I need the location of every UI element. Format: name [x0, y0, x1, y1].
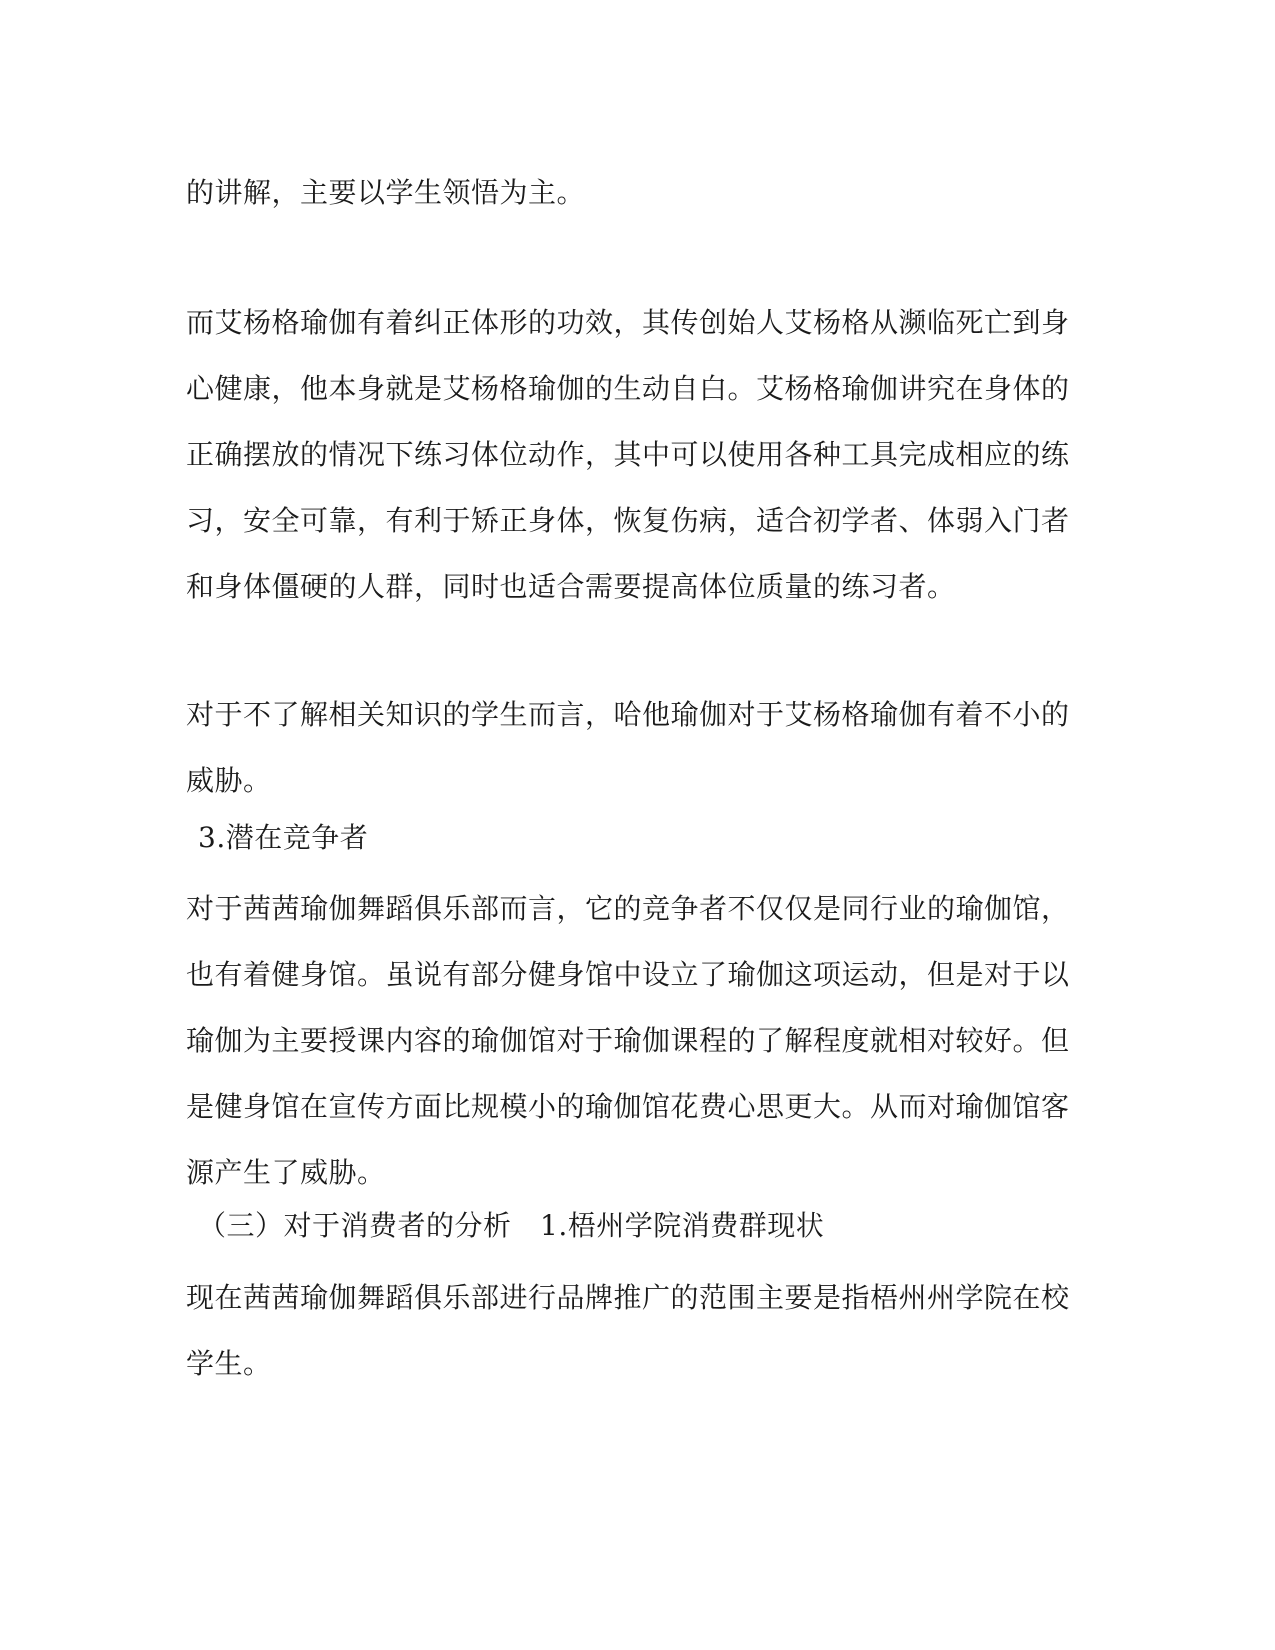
- heading-consumer-analysis: （三）对于消费者的分析 1.梧州学院消费群现状: [198, 1209, 825, 1242]
- paragraph-consumer-scope: 现在茜茜瑜伽舞蹈俱乐部进行品牌推广的范围主要是指梧州州学院在校学生。: [186, 1281, 1070, 1380]
- heading-potential-competitors: 3.潜在竞争者: [198, 821, 369, 854]
- paragraph-iyengar-yoga: 而艾杨格瑜伽有着纠正体形的功效，其传创始人艾杨格从濒临死亡到身心健康，他本身就是艾杨格瑜伽的生动自白。艾杨格瑜伽讲究在身体的正确摆放的情况下练习体位动作，其中可以使用各种工具完成相应的练习，安全可靠，有利于矫正身体，恢复伤病，适合初学者、体弱入门者和身体僵硬的人群，同时也适合需要提高体位质量的练习者。: [186, 306, 1070, 603]
- paragraph-hatha-threat: 对于不了解相关知识的学生而言，哈他瑜伽对于艾杨格瑜伽有着不小的威胁。: [186, 698, 1070, 797]
- paragraph-intro-continuation: 的讲解，主要以学生领悟为主。: [186, 176, 586, 209]
- paragraph-competitors: 对于茜茜瑜伽舞蹈俱乐部而言，它的竞争者不仅仅是同行业的瑜伽馆，也有着健身馆。虽说有部分健身馆中设立了瑜伽这项运动，但是对于以瑜伽为主要授课内容的瑜伽馆对于瑜伽课程的了解程度就相对较好。但是健身馆在宣传方面比规模小的瑜伽馆花费心思更大。从而对瑜伽馆客源产生了威胁。: [186, 892, 1070, 1189]
